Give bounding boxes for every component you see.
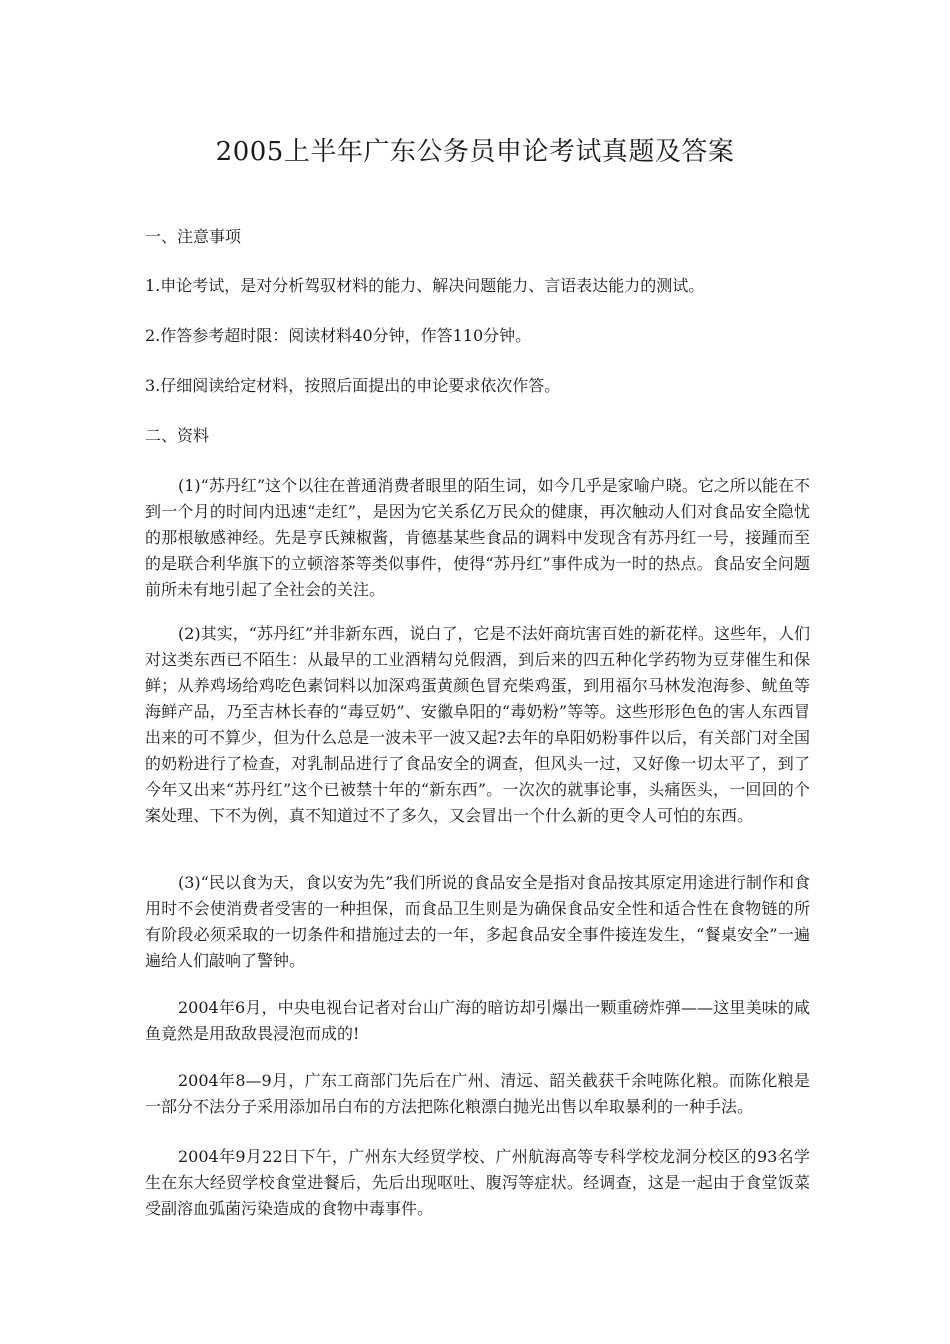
material-paragraph-5: 2004年8—9月，广东工商部门先后在广州、清远、韶关截获千余吨陈化粮。而陈化粮是一部分不法分子采用添加吊白布的方法把陈化粮漂白抛光出售以牟取暴利的一种手法。 <box>145 1071 810 1116</box>
material-paragraph-3: (3)“民以食为天，食以安为先”我们所说的食品安全是指对食品按其原定用途进行制作和食用时不会使消费者受害的一种担保，而食品卫生则是为确保食品安全性和适合性在食物链的所有阶段必须采取的一切条件和措施过去的一年，多起食品安全事件接连发生，“餐桌安全”一遍遍给人们敲响了警钟。 <box>145 873 810 970</box>
note-item-3: 3.仔细阅读给定材料，按照后面提出的申论要求依次作答。 <box>145 376 561 395</box>
material-paragraph-6: 2004年9月22日下午，广州东大经贸学校、广州航海高等专科学校龙洞分校区的93名学生在东大经贸学校食堂进餐后，先后出现呕吐、腹泻等症状。经调查，这是一起由于食堂饭菜受副溶血弧菌污染造成的食物中毒事件。 <box>145 1147 810 1218</box>
material-paragraph-1: (1)“苏丹红”这个以往在普通消费者眼里的陌生词，如今几乎是家喻户晓。它之所以能在不到一个月的时间内迅速“走红”，是因为它关系亿万民众的健康，再次触动人们对食品安全隐忧的那根敏感神经。先是亨氏辣椒酱，肯德基某些食品的调料中发现含有苏丹红一号，接踵而至的是联合利华旗下的立顿溶茶等类似事件，使得“苏丹红”事件成为一时的热点。食品安全问题前所未有地引起了全社会的关注。 <box>145 476 810 599</box>
material-paragraph-4: 2004年6月，中央电视台记者对台山广海的暗访却引爆出一颗重磅炸弹——这里美味的咸鱼竟然是用敌敌畏浸泡而成的! <box>145 998 810 1043</box>
section-heading-notes: 一、注意事项 <box>145 227 242 246</box>
note-item-2: 2.作答参考超时限：阅读材料40分钟，作答110分钟。 <box>145 326 532 345</box>
document-title: 2005上半年广东公务员申论考试真题及答案 <box>215 137 735 167</box>
material-paragraph-2: (2)其实，“苏丹红”并非新东西，说白了，它是不法奸商坑害百姓的新花样。这些年，人们对这类东西已不陌生：从最早的工业酒精勾兑假酒，到后来的四五种化学药物为豆芽催生和保鲜；从养鸡场给鸡吃色素饲料以加深鸡蛋黄颜色冒充柴鸡蛋，到用福尔马林发泡海参、鱿鱼等海鲜产品，乃至吉林长春的“毒豆奶”、安徽阜阳的“毒奶粉”等等。这些形形色色的害人东西冒出来的可不算少，但为什么总是一波未平一波又起?去年的阜阳奶粉事件以后，有关部门对全国的奶粉进行了检查，对乳制品进行了食品安全的调查，但风头一过，又好像一切太平了，到了今年又出来“苏丹红”这个已被禁十年的“新东西”。一次次的就事论事，头痛医头，一回回的个案处理、下不为例，真不知道过不了多久，又会冒出一个什么新的更令人可怕的东西。 <box>145 624 810 825</box>
note-item-1: 1.申论考试，是对分析驾驭材料的能力、解决问题能力、言语表达能力的测试。 <box>145 276 705 295</box>
section-heading-materials: 二、资料 <box>145 426 210 445</box>
